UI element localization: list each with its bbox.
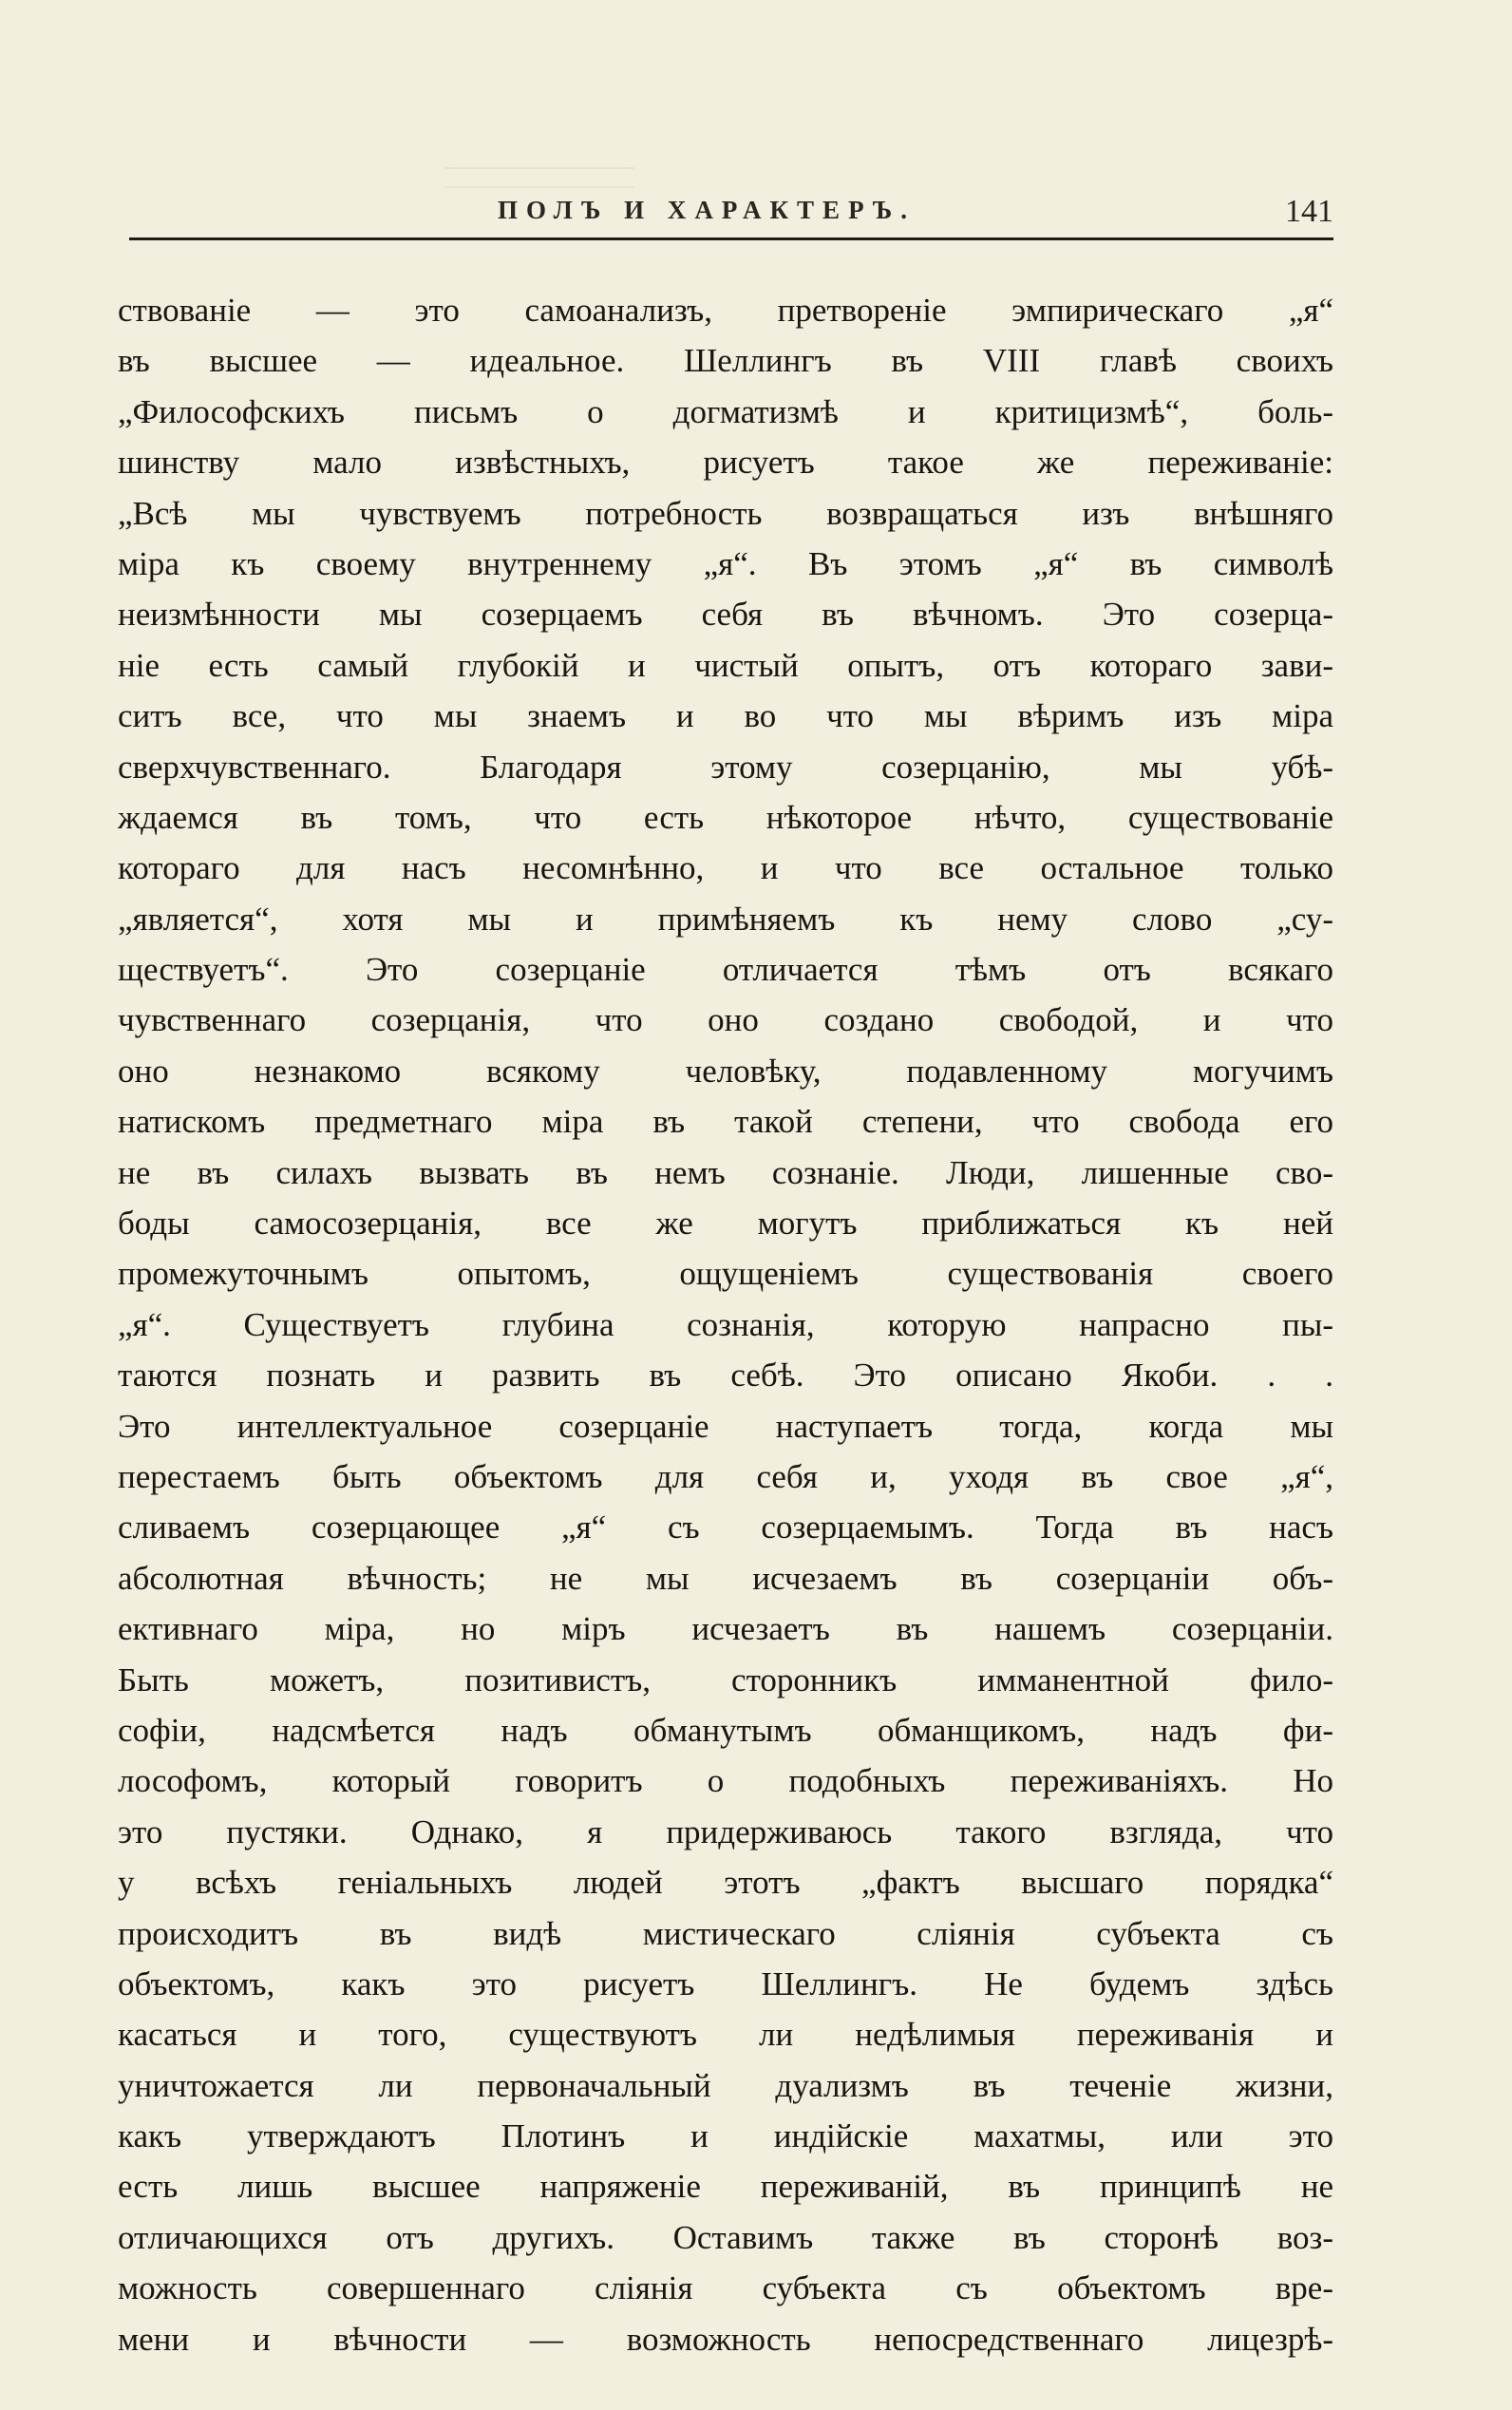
text-line: есть лишь высшее напряженіе переживаній, въ принципѣ не	[118, 2168, 1333, 2206]
text-line: ществуетъ“. Это созерцаніе отличается тѣмъ отъ всякаго	[118, 951, 1333, 989]
text-line: это пустяки. Однако, я придерживаюсь такого взгляда, что	[118, 1812, 1333, 1850]
text-line: ждаемся въ томъ, что есть нѣкоторое нѣчто, существованіе	[118, 798, 1333, 836]
text-line: неизмѣнности мы созерцаемъ себя въ вѣчномъ. Это созерца-	[118, 596, 1333, 634]
text-line: „Философскихъ письмъ о догматизмѣ и критицизмѣ“, боль-	[118, 392, 1333, 430]
text-line: чувственнаго созерцанія, что оно создано свободой, и что	[118, 1001, 1333, 1039]
text-line: у всѣхъ геніальныхъ людей этотъ „фактъ высшаго порядка“	[118, 1864, 1333, 1902]
text-line: перестаемъ быть объектомъ для себя и, уходя въ свое „я“,	[118, 1457, 1333, 1495]
text-line: таются познать и развить въ себѣ. Это описано Якоби. . .	[118, 1357, 1333, 1395]
text-line: ствованіе — это самоанализъ, претвореніе эмпирическаго „я“	[118, 292, 1333, 329]
text-line: Это интеллектуальное созерцаніе наступаетъ тогда, когда мы	[118, 1407, 1333, 1445]
page-number: 141	[1285, 194, 1333, 229]
text-line: касаться и того, существуютъ ли недѣлимыя переживанія и	[118, 2016, 1333, 2054]
text-line: міра къ своему внутреннему „я“. Въ этомъ „я“ въ символѣ	[118, 544, 1333, 582]
text-line: Быть можетъ, позитивистъ, сторонникъ имманентной фило-	[118, 1660, 1333, 1698]
text-line: оно незнакомо всякому человѣку, подавленному могучимъ	[118, 1052, 1333, 1090]
text-line: мени и вѣчности — возможность непосредственнаго лицезрѣ-	[118, 2320, 1333, 2358]
text-line: не въ силахъ вызвать въ немъ сознаніе. Люди, лишенные сво-	[118, 1153, 1333, 1191]
text-line: шинству мало извѣстныхъ, рисуетъ такое же переживаніе:	[118, 444, 1333, 482]
text-line: „является“, хотя мы и примѣняемъ къ нему слово „су-	[118, 900, 1333, 938]
text-line: въ высшее — идеальное. Шеллингъ въ VIII главѣ своихъ	[118, 342, 1333, 380]
text-line: ніе есть самый глубокій и чистый опытъ, отъ котораго зави-	[118, 646, 1333, 684]
text-line: происходитъ въ видѣ мистическаго слiянiя субъекта съ	[118, 1914, 1333, 1952]
text-line: сливаемъ созерцающее „я“ съ созерцаемымъ. Тогда въ насъ	[118, 1509, 1333, 1547]
text-line: какъ утверждаютъ Плотинъ и индійскіе махатмы, или это	[118, 2117, 1333, 2155]
text-line: ситъ все, что мы знаемъ и во что мы вѣримъ изъ міра	[118, 697, 1333, 735]
text-line: боды самосозерцанія, все же могутъ приближаться къ ней	[118, 1205, 1333, 1243]
show-through-mark	[444, 167, 634, 188]
text-line: абсолютная вѣчность; не мы исчезаемъ въ созерцаніи объ-	[118, 1559, 1333, 1597]
text-line: натискомъ предметнаго міра въ такой степени, что свобода его	[118, 1103, 1333, 1141]
text-line: уничтожается ли первоначальный дуализмъ въ теченіе жизни,	[118, 2066, 1333, 2104]
text-line: котораго для насъ несомнѣнно, и что все остальное только	[118, 849, 1333, 887]
page-header	[118, 190, 1333, 239]
body-text	[118, 285, 1333, 2364]
text-line: софіи, надсмѣется надъ обманутымъ обманщикомъ, надъ фи-	[118, 1711, 1333, 1749]
text-line: можность совершеннаго слiянiя субъекта съ объектомъ вре-	[118, 2269, 1333, 2307]
text-line: отличающихся отъ другихъ. Оставимъ также въ сторонѣ воз-	[118, 2218, 1333, 2256]
text-line: лософомъ, который говоритъ о подобныхъ переживаніяхъ. Но	[118, 1762, 1333, 1800]
text-line: „Всѣ мы чувствуемъ потребность возвращаться изъ внѣшняго	[118, 494, 1333, 532]
text-line: промежуточнымъ опытомъ, ощущеніемъ существованія своего	[118, 1255, 1333, 1293]
text-line: объектомъ, какъ это рисуетъ Шеллингъ. Не будемъ здѣсь	[118, 1964, 1333, 2002]
text-line: ективнаго міра, но міръ исчезаетъ въ нашемъ созерцаніи.	[118, 1610, 1333, 1648]
running-head: ПОЛЪ И ХАРАКТЕРЪ.	[498, 196, 916, 224]
header-rule	[129, 237, 1333, 240]
text-line: сверхчувственнаго. Благодаря этому созерцанію, мы убѣ-	[118, 748, 1333, 786]
text-line: „я“. Существуетъ глубина сознанія, которую напрасно пы-	[118, 1305, 1333, 1343]
